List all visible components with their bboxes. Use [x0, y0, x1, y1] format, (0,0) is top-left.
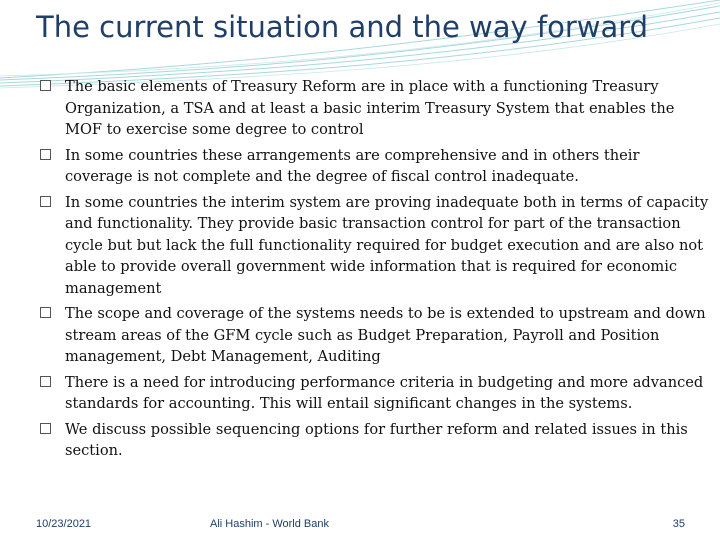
- bullet-text: The basic elements of Treasury Reform are in place with a functioning Treasury Organization, a TSA and at least a basic interim Treasury System that enables the MOF to exercise some degree to control: [65, 78, 675, 138]
- bullet-text: There is a need for introducing performance criteria in budgeting and more advanced standards for accounting. This will entail significant changes in the systems.: [65, 373, 704, 412]
- bullet-item: [40, 145, 710, 188]
- bullet-item: [40, 372, 710, 415]
- bullet-text: In some countries these arrangements are comprehensive and in others their coverage is not complete and the degree of fiscal control inadequate.: [65, 146, 640, 185]
- square-bullet-icon: [40, 376, 51, 387]
- square-bullet-icon: [40, 80, 51, 91]
- bullet-text: The scope and coverage of the systems needs to be is extended to upstream and down stream areas of the GFM cycle such as Budget Preparation, Payroll and Position management, Debt Management, Auditing: [65, 305, 706, 365]
- bullet-text: We discuss possible sequencing options for further reform and related issues in this section.: [65, 420, 688, 459]
- bullet-item: [40, 303, 710, 368]
- square-bullet-icon: [40, 196, 51, 207]
- bullet-item: [40, 192, 710, 300]
- footer-date: 10/23/2021: [36, 518, 92, 530]
- slide-title: The current situation and the way forward: [36, 10, 649, 44]
- footer-author: Ali Hashim - World Bank: [210, 518, 329, 530]
- bullet-text: In some countries the interim system are proving inadequate both in terms of capacity and functionality. They provide basic transaction control for part of the transaction cycle but but lack the full functionality required for budget execution and are also not able to provide overall government wide information that is required for economic management: [65, 193, 709, 297]
- square-bullet-icon: [40, 423, 51, 434]
- footer-page-number: 35: [672, 518, 685, 530]
- square-bullet-icon: [40, 307, 51, 318]
- bullet-item: [40, 76, 710, 141]
- bullet-list: [40, 76, 710, 466]
- bullet-item: [40, 419, 710, 462]
- square-bullet-icon: [40, 149, 51, 160]
